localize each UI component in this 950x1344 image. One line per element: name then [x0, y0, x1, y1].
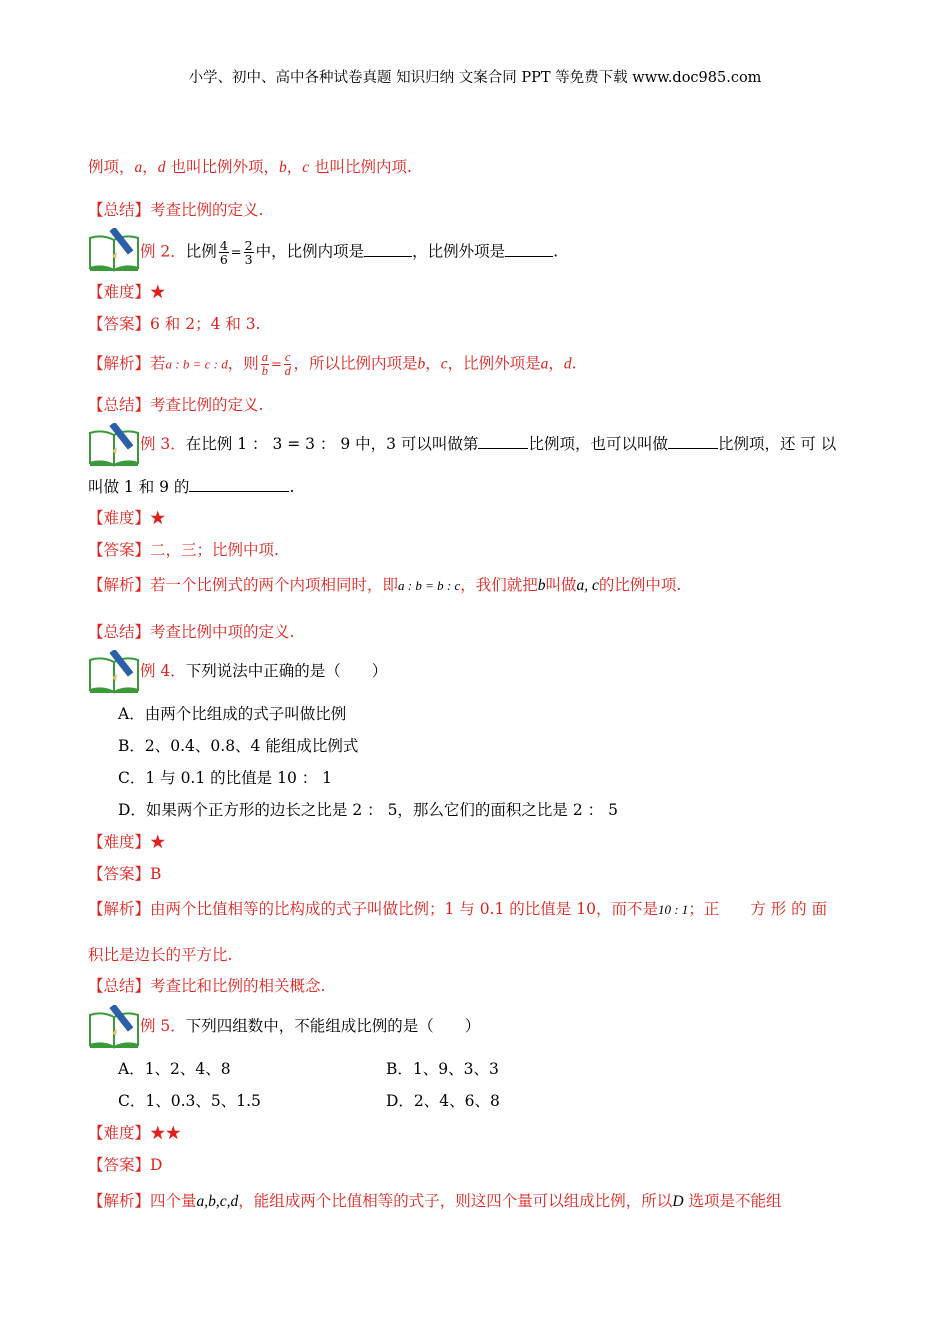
text: 若一个比例式的两个内项相同时，即 — [150, 576, 399, 594]
text: 叫做 1 和 9 的 — [88, 478, 190, 496]
answer-3 — [88, 540, 279, 560]
difficulty-2 — [88, 282, 166, 302]
analysis-5 — [88, 1191, 781, 1212]
answer-text: B — [150, 865, 162, 883]
example-5-question — [140, 1016, 480, 1036]
example-3-label: 例 3． — [140, 435, 186, 453]
text: ，比例外项是 — [447, 354, 541, 373]
math-d: d — [563, 355, 572, 373]
summary-text: 考查比例的定义. — [150, 201, 264, 219]
analysis-label: 【解析】 — [88, 900, 151, 918]
analysis-label: 【解析】 — [88, 1192, 151, 1210]
intro-line — [88, 157, 412, 178]
example-2-label: 例 2． — [140, 242, 186, 261]
numerator: 4 — [219, 238, 228, 253]
text: 比例 — [185, 242, 217, 261]
text: ， — [286, 158, 303, 176]
denominator: 3 — [244, 252, 253, 267]
text: ，比例外项是 — [412, 242, 506, 261]
example-3-question — [140, 434, 836, 454]
fraction-4-6 — [219, 239, 229, 266]
book-pencil-icon — [88, 650, 140, 694]
text: 在比例 1 ： 3 = 3 ： 9 中，3 可以叫做第 — [185, 435, 479, 453]
text: 例项， — [88, 158, 135, 176]
math-ratio: 10 : 1 — [657, 902, 689, 917]
analysis-4 — [88, 899, 827, 920]
difficulty-stars: ★ — [150, 283, 166, 301]
book-pencil-icon — [88, 228, 140, 272]
text: ， — [142, 158, 158, 176]
denominator: b — [261, 364, 268, 378]
difficulty-3 — [88, 508, 166, 528]
text: ， — [548, 354, 564, 373]
difficulty-label: 【难度】 — [88, 509, 151, 527]
book-pencil-icon — [88, 1005, 140, 1049]
text: ；正 方 形 的 面 — [688, 900, 828, 918]
summary-3 — [88, 622, 294, 642]
math-b: b — [278, 159, 287, 176]
math-proportion: a : b = b : c — [398, 578, 461, 593]
answer-2 — [88, 314, 261, 334]
book-pencil-icon — [88, 423, 140, 467]
option-c: C．1 与 0.1 的比值是 10 ： 1 — [118, 769, 333, 787]
math-quantities: a,b,c,d — [196, 1193, 239, 1210]
example-3-question-cont — [88, 477, 294, 497]
text: 叫做 — [545, 576, 577, 594]
difficulty-label: 【难度】 — [88, 283, 151, 301]
text: 也叫比例外项， — [165, 158, 279, 176]
math-option-d: D — [672, 1193, 684, 1210]
math-a: a — [134, 159, 143, 176]
option-c: C．1、0.3、5、1.5 — [118, 1092, 261, 1110]
numerator: c — [284, 350, 291, 364]
summary-label: 【总结】 — [88, 977, 151, 995]
summary-label: 【总结】 — [88, 623, 151, 641]
text: ，我们就把 — [460, 576, 538, 594]
text: 也叫比例内项. — [309, 158, 412, 176]
math-proportion: a : b = c : d — [165, 356, 228, 372]
text: 若 — [150, 354, 166, 373]
option-a: A．1、2、4、8 — [118, 1060, 231, 1078]
numerator: 2 — [244, 238, 253, 253]
difficulty-stars: ★ — [150, 833, 166, 851]
text: 选项是不能组 — [683, 1192, 782, 1210]
analysis-2 — [88, 351, 577, 378]
answer-5 — [88, 1155, 162, 1175]
math-c: c — [302, 159, 310, 176]
math-c: c — [440, 355, 448, 373]
example-5-label: 例 5． — [140, 1017, 186, 1035]
summary-1 — [88, 200, 263, 220]
fraction-a-b — [261, 351, 269, 378]
summary-2 — [88, 395, 263, 415]
answer-label: 【答案】 — [88, 541, 151, 559]
text: 四个量 — [150, 1192, 197, 1210]
text: 由两个比值相等的比构成的式子叫做比例；1 与 0.1 的比值是 10，而不是 — [150, 900, 658, 918]
equals: = — [230, 245, 242, 261]
math-b: b — [417, 355, 426, 373]
equals: = — [271, 357, 282, 373]
text: 比例项，也可以叫做 — [528, 435, 668, 453]
text: 的比例中项. — [598, 576, 682, 594]
summary-label: 【总结】 — [88, 201, 151, 219]
question-text: 下列说法中正确的是（ ） — [185, 662, 388, 680]
text: ， — [425, 354, 441, 373]
summary-text: 考查比和比例的相关概念. — [150, 977, 326, 995]
difficulty-stars: ★ — [150, 509, 166, 527]
analysis-label: 【解析】 — [88, 576, 151, 594]
example-4-label: 例 4． — [140, 662, 186, 680]
option-d: D．如果两个正方形的边长之比是 2 ： 5，那么它们的面积之比是 2 ： 5 — [118, 801, 618, 819]
summary-label: 【总结】 — [88, 396, 151, 414]
page-header: 小学、初中、高中各种试卷真题 知识归纳 文案合同 PPT 等免费下载 www.doc985.com — [188, 70, 762, 86]
answer-4 — [88, 864, 161, 884]
option-b: B．2、0.4、0.8、4 能组成比例式 — [118, 737, 359, 755]
example-4-question — [140, 661, 387, 681]
math-a: a — [540, 355, 549, 373]
answer-label: 【答案】 — [88, 315, 151, 333]
answer-text: D — [150, 1156, 163, 1174]
math-d: d — [157, 159, 166, 176]
summary-text: 考查比例的定义. — [150, 396, 264, 414]
answer-text: 6 和 2；4 和 3. — [150, 315, 261, 333]
difficulty-4 — [88, 832, 166, 852]
answer-text: 二，三；比例中项. — [150, 541, 279, 559]
text: ，能组成两个比值相等的式子，则这四个量可以组成比例，所以 — [238, 1192, 673, 1210]
analysis-4-cont: 积比是边长的平方比. — [88, 946, 233, 964]
summary-text: 考查比例中项的定义. — [150, 623, 295, 641]
analysis-3 — [88, 575, 681, 596]
answer-blank[interactable] — [505, 242, 553, 257]
answer-label: 【答案】 — [88, 1156, 151, 1174]
text: . — [571, 354, 577, 373]
example-2-question — [140, 239, 558, 266]
text: . — [289, 478, 295, 496]
fraction-c-d — [284, 351, 292, 378]
option-b: B．1、9、3、3 — [386, 1060, 499, 1078]
text: 比例项，还 可 以 — [717, 435, 837, 453]
option-a: A．由两个比组成的式子叫做比例 — [118, 705, 347, 723]
text: 中，比例内项是 — [255, 242, 365, 261]
difficulty-stars: ★★ — [150, 1124, 182, 1142]
summary-4 — [88, 976, 325, 996]
option-d: D．2、4、6、8 — [386, 1092, 500, 1110]
fraction-2-3 — [244, 239, 254, 266]
numerator: a — [261, 350, 268, 364]
question-text: 下列四组数中，不能组成比例的是（ ） — [185, 1017, 481, 1035]
analysis-label: 【解析】 — [88, 354, 151, 373]
answer-blank[interactable] — [364, 242, 412, 257]
math-a-c: a, c — [576, 577, 599, 594]
denominator: 6 — [219, 252, 228, 267]
math-b: b — [537, 577, 546, 594]
answer-blank[interactable] — [189, 477, 289, 492]
difficulty-label: 【难度】 — [88, 833, 151, 851]
difficulty-label: 【难度】 — [88, 1124, 151, 1142]
text: . — [553, 242, 559, 261]
difficulty-5 — [88, 1123, 181, 1143]
text: ，所以比例内项是 — [293, 354, 418, 373]
text: ，则 — [227, 354, 259, 373]
answer-blank[interactable] — [668, 434, 718, 449]
answer-blank[interactable] — [478, 434, 528, 449]
denominator: d — [284, 364, 291, 378]
answer-label: 【答案】 — [88, 865, 151, 883]
